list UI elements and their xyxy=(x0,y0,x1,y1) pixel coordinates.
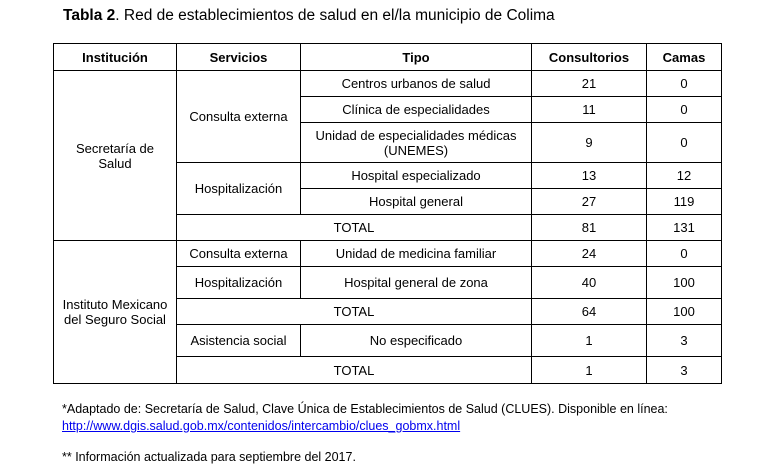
camas-cell: 0 xyxy=(647,241,722,267)
consultorios-cell: 13 xyxy=(532,163,647,189)
tipo-cell: Hospital general xyxy=(301,189,532,215)
table-row xyxy=(54,71,722,97)
camas-cell: 119 xyxy=(647,189,722,215)
table-caption xyxy=(63,7,555,25)
consultorios-cell: 27 xyxy=(532,189,647,215)
total-camas: 100 xyxy=(647,299,722,325)
total-camas: 131 xyxy=(647,215,722,241)
service-cell-ssa-hospitalizacion: Hospitalización xyxy=(177,163,301,215)
caption-text: . Red de establecimientos de salud en el/la municipio de Colima xyxy=(115,7,555,24)
source-link[interactable]: http://www.dgis.salud.gob.mx/contenidos/intercambio/clues_gobmx.html xyxy=(62,419,461,433)
total-label: TOTAL xyxy=(177,357,532,384)
update-note: ** Información actualizada para septiembre del 2017. xyxy=(62,450,356,464)
tipo-cell: Unidad de medicina familiar xyxy=(301,241,532,267)
tipo-cell: No especificado xyxy=(301,325,532,357)
consultorios-cell: 11 xyxy=(532,97,647,123)
tipo-cell: Unidad de especialidades médicas (UNEMES) xyxy=(301,123,532,163)
header-tipo: Tipo xyxy=(301,44,532,71)
service-cell-imss-asistencia: Asistencia social xyxy=(177,325,301,357)
source-text: *Adaptado de: Secretaría de Salud, Clave Única de Establecimientos de Salud (CLUES). Disponible en línea: xyxy=(62,402,668,416)
consultorios-cell: 21 xyxy=(532,71,647,97)
total-label: TOTAL xyxy=(177,299,532,325)
tipo-cell: Clínica de especialidades xyxy=(301,97,532,123)
header-servicios: Servicios xyxy=(177,44,301,71)
header-institucion: Institución xyxy=(54,44,177,71)
caption-label: Tabla 2 xyxy=(63,7,116,24)
total-camas: 3 xyxy=(647,357,722,384)
header-camas: Camas xyxy=(647,44,722,71)
header-row xyxy=(54,44,722,71)
camas-cell: 0 xyxy=(647,123,722,163)
service-cell-imss-consulta: Consulta externa xyxy=(177,241,301,267)
camas-cell: 0 xyxy=(647,71,722,97)
service-cell-ssa-consulta: Consulta externa xyxy=(177,71,301,163)
camas-cell: 0 xyxy=(647,97,722,123)
camas-cell: 12 xyxy=(647,163,722,189)
header-consultorios: Consultorios xyxy=(532,44,647,71)
tipo-cell: Centros urbanos de salud xyxy=(301,71,532,97)
camas-cell: 3 xyxy=(647,325,722,357)
table-row xyxy=(54,241,722,267)
source-note xyxy=(62,401,732,435)
consultorios-cell: 40 xyxy=(532,267,647,299)
institution-cell-ssa: Secretaría de Salud xyxy=(54,71,177,241)
consultorios-cell: 1 xyxy=(532,325,647,357)
consultorios-cell: 9 xyxy=(532,123,647,163)
camas-cell: 100 xyxy=(647,267,722,299)
total-consultorios: 64 xyxy=(532,299,647,325)
institution-cell-imss: Instituto Mexicano del Seguro Social xyxy=(54,241,177,384)
service-cell-imss-hospitalizacion: Hospitalización xyxy=(177,267,301,299)
tipo-cell: Hospital especializado xyxy=(301,163,532,189)
total-consultorios: 81 xyxy=(532,215,647,241)
consultorios-cell: 24 xyxy=(532,241,647,267)
total-label: TOTAL xyxy=(177,215,532,241)
tipo-cell: Hospital general de zona xyxy=(301,267,532,299)
health-facilities-table xyxy=(53,43,722,384)
total-consultorios: 1 xyxy=(532,357,647,384)
